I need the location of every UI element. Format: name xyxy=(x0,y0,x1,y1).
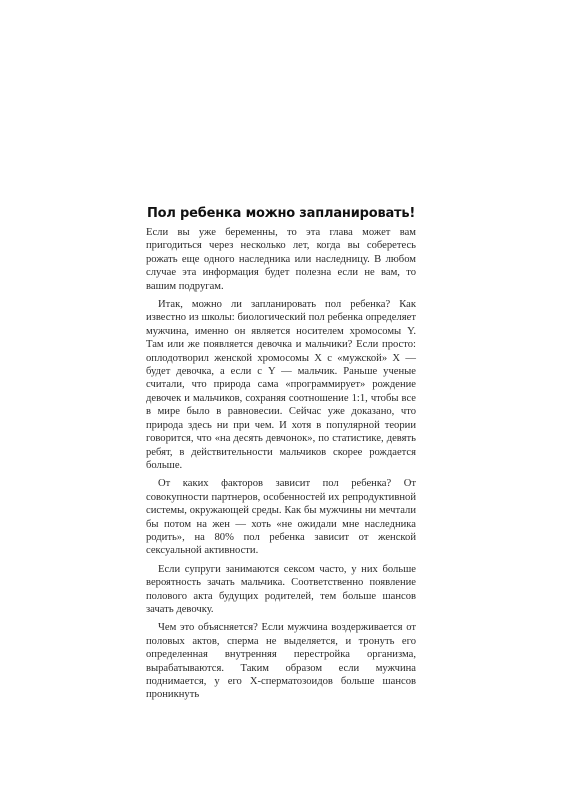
paragraph-1: Если вы уже беременны, то эта глава может вам пригодиться через несколько лет, когда вы соберетесь рожать еще одного наследника или наследницу. В любом случае эта информация будет полезна если не вам, то вашим подругам. xyxy=(146,227,416,292)
section-title: Пол ребенка можно запланировать! xyxy=(147,206,416,221)
paragraph-5: Чем это объясняется? Если мужчина воздерживается от половых актов, сперма не выделяется, и тронуть его определенная внутренняя перестройка организма, вырабатываются. Таким образом если мужчина поднимается, у его X-сперматозоидов больше шансов проникнуть xyxy=(146,622,416,701)
body-text xyxy=(146,226,416,707)
paragraph-2: Итак, можно ли запланировать пол ребенка? Как известно из школы: биологический пол ребенка определяет мужчина, именно он является носителем хромосомы Y. Там или же появляется девочка и мальчики? Если просто: оплодотворил женской хромосомы X с «мужской» X — будет девочка, а если с Y — мальчик. Раньше ученые считали, что природа сама «программирует» рождение девочек и мальчиков, сохраняя соотношение 1:1, чтобы все в мире было в равновесии. Сейчас уже доказано, что природа здесь ни при чем. И хотя в популярной теории говорится, что «на десять девчонок», по статистике, девять ребят, в действительности мальчиков скорее рождается больше. xyxy=(146,299,416,471)
paragraph-3: От каких факторов зависит пол ребенка? От совокупности партнеров, особенностей их репродуктивной системы, окружающей среды. Как бы мужчины ни мечтали бы потом на жен — хоть «не ожидали мне наследника родить», на 80% пол ребенка зависит от женской сексуальной активности. xyxy=(146,478,416,557)
paragraph-4: Если супруги занимаются сексом часто, у них больше вероятность зачать мальчика. Соответственно появление полового акта будущих родителей, тем больше шансов зачать девочку. xyxy=(146,563,416,615)
